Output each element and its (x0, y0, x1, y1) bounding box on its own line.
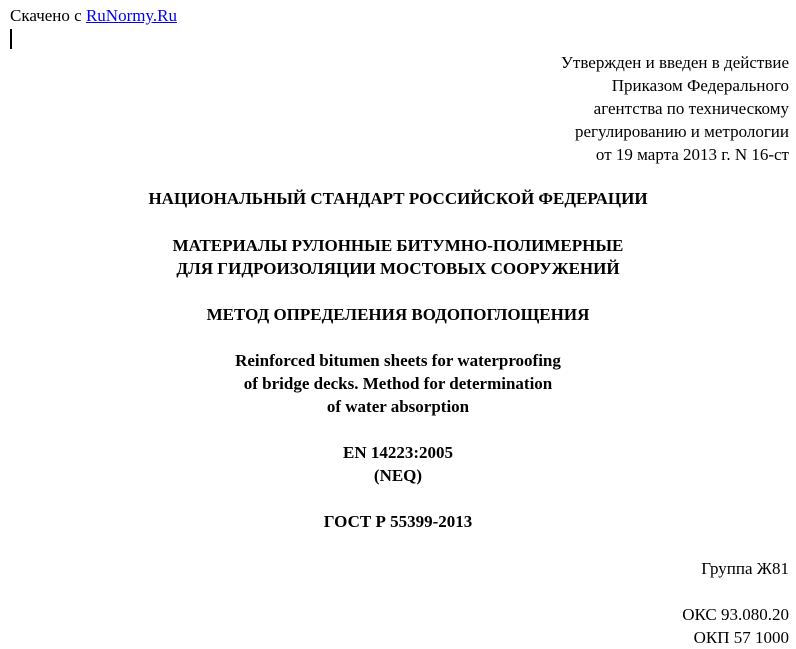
group-code: Группа Ж81 (701, 559, 789, 578)
download-source-line (10, 6, 177, 26)
approval-line-1: Утвержден и введен в действие (560, 53, 789, 72)
en-standard-code: EN 14223:2005 (342, 443, 454, 462)
materials-title-line-1: МАТЕРИАЛЫ РУЛОННЫЕ БИТУМНО-ПОЛИМЕРНЫЕ (172, 236, 624, 255)
approval-line-5: от 19 марта 2013 г. N 16-ст (595, 145, 789, 164)
approval-line-4: регулированию и метрологии (574, 122, 789, 141)
materials-title-line-2: ДЛЯ ГИДРОИЗОЛЯЦИИ МОСТОВЫХ СООРУЖЕНИЙ (176, 259, 620, 278)
approval-line-2: Приказом Федерального (611, 76, 789, 95)
national-standard-title: НАЦИОНАЛЬНЫЙ СТАНДАРТ РОССИЙСКОЙ ФЕДЕРАЦИИ (148, 189, 648, 208)
national-standard-heading (0, 187, 796, 210)
en-equivalence: (NEQ) (373, 466, 423, 485)
english-title-line-1: Reinforced bitumen sheets for waterproofing (235, 351, 561, 370)
okp-code: ОКП 57 1000 (693, 628, 789, 647)
oks-code: ОКС 93.080.20 (682, 605, 789, 624)
text-cursor (10, 29, 12, 49)
approval-block (561, 51, 789, 166)
method-heading (0, 303, 796, 326)
download-source-prefix: Скачено с (10, 6, 82, 25)
approval-line-3: агентства по техническому (593, 99, 789, 118)
english-title-line-2: of bridge decks. Method for determination (243, 374, 553, 393)
english-title-line-3: of water absorption (326, 397, 470, 416)
english-title-block (0, 349, 796, 418)
en-standard-block (0, 441, 796, 487)
method-title: МЕТОД ОПРЕДЕЛЕНИЯ ВОДОПОГЛОЩЕНИЯ (206, 305, 590, 324)
gost-block (0, 510, 796, 533)
runormy-link[interactable]: RuNormy.Ru (85, 6, 177, 25)
materials-heading (0, 234, 796, 280)
gost-number: ГОСТ Р 55399-2013 (323, 512, 473, 531)
